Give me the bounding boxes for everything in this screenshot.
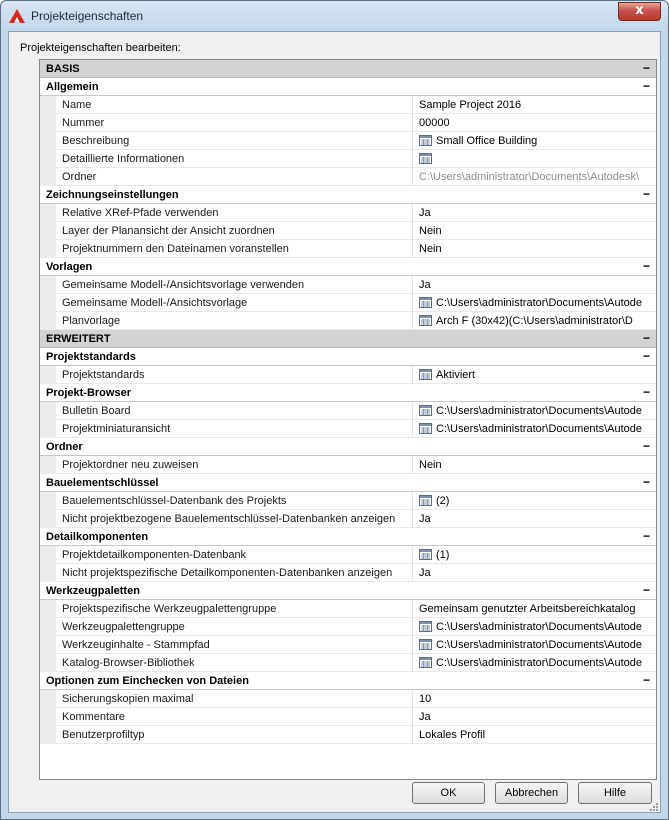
row-gutter (40, 402, 56, 420)
column-divider[interactable] (412, 726, 413, 744)
row-gutter (40, 168, 56, 186)
row-gutter (40, 150, 56, 168)
property-row[interactable] (40, 168, 656, 186)
row-gutter (40, 564, 56, 582)
column-divider[interactable] (412, 366, 413, 384)
property-row[interactable] (40, 366, 656, 384)
ellipsis-dialog-icon[interactable] (419, 369, 432, 380)
property-value[interactable]: Small Office Building (436, 135, 538, 147)
edit-prompt-label: Projekteigenschaften bearbeiten: (20, 42, 181, 54)
row-gutter (40, 654, 56, 672)
row-gutter (40, 690, 56, 708)
column-divider[interactable] (412, 690, 413, 708)
property-value[interactable]: (2) (436, 495, 450, 507)
property-row[interactable] (40, 618, 656, 636)
property-name: Kommentare (62, 711, 125, 723)
property-row[interactable] (40, 294, 656, 312)
property-row[interactable] (40, 510, 656, 528)
property-value[interactable]: Ja (419, 207, 431, 219)
property-value[interactable]: Lokales Profil (419, 729, 486, 741)
collapse-icon[interactable]: − (642, 475, 650, 489)
property-value[interactable]: Ja (419, 567, 431, 579)
property-value[interactable]: Aktiviert (436, 369, 476, 381)
column-divider[interactable] (412, 492, 413, 510)
collapse-icon[interactable]: − (642, 529, 650, 543)
group-row[interactable] (40, 528, 656, 546)
property-row[interactable] (40, 132, 656, 150)
property-value[interactable]: C:\Users\administrator\Documents\Autode (436, 405, 643, 417)
property-name: Werkzeuginhalte - Stammpfad (62, 639, 210, 651)
column-divider[interactable] (412, 402, 413, 420)
column-divider[interactable] (412, 618, 413, 636)
collapse-icon[interactable]: − (642, 439, 650, 453)
group-row[interactable] (40, 78, 656, 96)
column-divider[interactable] (412, 240, 413, 258)
ok-button[interactable]: OK (412, 782, 485, 804)
property-value[interactable]: 00000 (419, 117, 450, 129)
property-name: Name (62, 99, 92, 111)
group-label: Werkzeugpaletten (46, 585, 140, 597)
category-label: BASIS (46, 63, 80, 75)
ellipsis-dialog-icon[interactable] (419, 639, 432, 650)
group-label: Detailkomponenten (46, 531, 149, 543)
property-value[interactable]: C:\Users\administrator\Documents\Autode (436, 657, 643, 669)
property-row[interactable] (40, 492, 656, 510)
ellipsis-dialog-icon[interactable] (419, 495, 432, 506)
property-row[interactable] (40, 276, 656, 294)
column-divider[interactable] (412, 150, 413, 168)
property-row[interactable] (40, 240, 656, 258)
group-label: Bauelementschlüssel (46, 477, 159, 489)
property-row[interactable] (40, 546, 656, 564)
property-name: Projektstandards (62, 369, 145, 381)
property-row[interactable] (40, 114, 656, 132)
row-gutter (40, 312, 56, 330)
property-value[interactable]: Nein (419, 459, 442, 471)
row-gutter (40, 204, 56, 222)
group-row[interactable] (40, 474, 656, 492)
group-label: Projekt-Browser (46, 387, 131, 399)
collapse-icon[interactable]: − (642, 61, 650, 75)
row-gutter (40, 132, 56, 150)
row-gutter (40, 492, 56, 510)
column-divider[interactable] (412, 312, 413, 330)
group-label: Ordner (46, 441, 83, 453)
column-divider[interactable] (412, 132, 413, 150)
group-label: Vorlagen (46, 261, 93, 273)
property-value[interactable]: Arch F (30x42)(C:\Users\administrator\D (436, 315, 633, 327)
property-name: Bulletin Board (62, 405, 131, 417)
ellipsis-dialog-icon[interactable] (419, 315, 432, 326)
resize-grip-icon[interactable] (649, 802, 659, 812)
group-row[interactable] (40, 186, 656, 204)
row-gutter (40, 420, 56, 438)
property-row[interactable] (40, 204, 656, 222)
column-divider[interactable] (412, 708, 413, 726)
property-row[interactable] (40, 456, 656, 474)
property-row[interactable] (40, 312, 656, 330)
row-gutter (40, 276, 56, 294)
row-gutter (40, 114, 56, 132)
property-value[interactable]: Gemeinsam genutzter Arbeitsbereichkatalog (419, 603, 636, 615)
column-divider[interactable] (412, 294, 413, 312)
property-value[interactable]: 10 (419, 693, 432, 705)
property-name: Sicherungskopien maximal (62, 693, 194, 705)
row-gutter (40, 96, 56, 114)
column-divider[interactable] (412, 510, 413, 528)
column-divider[interactable] (412, 222, 413, 240)
property-name: Werkzeugpalettengruppe (62, 621, 185, 633)
property-name: Relative XRef-Pfade verwenden (62, 207, 219, 219)
property-name: Detaillierte Informationen (62, 153, 185, 165)
property-row[interactable] (40, 690, 656, 708)
property-name: Planvorlage (62, 315, 121, 327)
property-value[interactable]: Nein (419, 225, 442, 237)
property-name: Projektminiaturansicht (62, 423, 171, 435)
collapse-icon[interactable]: − (642, 673, 650, 687)
ellipsis-dialog-icon[interactable] (419, 621, 432, 632)
group-row[interactable] (40, 384, 656, 402)
property-name: Bauelementschlüssel-Datenbank des Projekts (62, 495, 287, 507)
collapse-icon[interactable]: − (642, 259, 650, 273)
property-value[interactable]: (1) (436, 549, 450, 561)
column-divider[interactable] (412, 420, 413, 438)
group-label: Allgemein (46, 81, 99, 93)
ellipsis-dialog-icon[interactable] (419, 297, 432, 308)
collapse-icon[interactable]: − (642, 349, 650, 363)
row-gutter (40, 366, 56, 384)
ellipsis-dialog-icon[interactable] (419, 405, 432, 416)
property-row[interactable] (40, 222, 656, 240)
ellipsis-dialog-icon[interactable] (419, 657, 432, 668)
property-name: Beschreibung (62, 135, 130, 147)
row-gutter (40, 726, 56, 744)
property-row[interactable] (40, 564, 656, 582)
column-divider[interactable] (412, 96, 413, 114)
property-value[interactable]: Ja (419, 279, 431, 291)
row-gutter (40, 546, 56, 564)
property-row[interactable] (40, 708, 656, 726)
autocad-app-icon (9, 9, 25, 23)
property-row[interactable] (40, 726, 656, 744)
column-divider[interactable] (412, 546, 413, 564)
group-label: Zeichnungseinstellungen (46, 189, 179, 201)
property-grid[interactable] (39, 59, 657, 780)
help-button[interactable]: Hilfe (578, 782, 652, 804)
column-divider[interactable] (412, 204, 413, 222)
property-row[interactable] (40, 420, 656, 438)
property-value[interactable]: C:\Users\administrator\Documents\Autode (436, 423, 643, 435)
row-gutter (40, 636, 56, 654)
collapse-icon[interactable]: − (642, 583, 650, 597)
group-label: Optionen zum Einchecken von Dateien (46, 675, 249, 687)
group-row[interactable] (40, 582, 656, 600)
column-divider[interactable] (412, 564, 413, 582)
category-row[interactable] (40, 330, 656, 348)
close-button[interactable] (618, 2, 661, 21)
row-gutter (40, 708, 56, 726)
property-name: Projektnummern den Dateinamen voranstellen (62, 243, 289, 255)
column-divider[interactable] (412, 600, 413, 618)
row-gutter (40, 510, 56, 528)
property-row[interactable] (40, 654, 656, 672)
column-divider[interactable] (412, 456, 413, 474)
column-divider[interactable] (412, 636, 413, 654)
ellipsis-dialog-icon[interactable] (419, 549, 432, 560)
property-name: Projektspezifische Werkzeugpalettengruppe (62, 603, 277, 615)
property-row[interactable] (40, 600, 656, 618)
group-row[interactable] (40, 348, 656, 366)
property-value[interactable]: Ja (419, 513, 431, 525)
collapse-icon[interactable]: − (642, 79, 650, 93)
property-name: Projektordner neu zuweisen (62, 459, 199, 471)
category-row[interactable] (40, 60, 656, 78)
ellipsis-dialog-icon[interactable] (419, 153, 432, 164)
property-value[interactable]: C:\Users\administrator\Documents\Autode (436, 639, 643, 651)
property-value[interactable]: Nein (419, 243, 442, 255)
group-row[interactable] (40, 672, 656, 690)
collapse-icon[interactable]: − (642, 187, 650, 201)
window-title: Projekteigenschaften (31, 9, 144, 23)
property-name: Gemeinsame Modell-/Ansichtsvorlage verwenden (62, 279, 305, 291)
property-name: Nicht projektbezogene Bauelementschlüssel-Datenbanken anzeigen (62, 513, 396, 525)
group-row[interactable] (40, 438, 656, 456)
property-row[interactable] (40, 150, 656, 168)
row-gutter (40, 456, 56, 474)
column-divider[interactable] (412, 168, 413, 186)
dialog-client-area (8, 31, 661, 813)
property-name: Ordner (62, 171, 97, 183)
property-name: Katalog-Browser-Bibliothek (62, 657, 195, 669)
row-gutter (40, 240, 56, 258)
category-label: ERWEITERT (46, 333, 111, 345)
row-gutter (40, 222, 56, 240)
group-label: Projektstandards (46, 351, 136, 363)
property-value[interactable]: Sample Project 2016 (419, 99, 522, 111)
collapse-icon[interactable]: − (642, 385, 650, 399)
property-name: Projektdetailkomponenten-Datenbank (62, 549, 247, 561)
close-icon: x (635, 3, 644, 18)
collapse-icon[interactable]: − (642, 331, 650, 345)
column-divider[interactable] (412, 654, 413, 672)
property-name: Nummer (62, 117, 105, 129)
property-value[interactable]: C:\Users\administrator\Documents\Autode (436, 621, 643, 633)
property-name: Layer der Planansicht der Ansicht zuordnen (62, 225, 275, 237)
row-gutter (40, 294, 56, 312)
property-value[interactable]: C:\Users\administrator\Documents\Autode (436, 297, 643, 309)
cancel-button[interactable]: Abbrechen (495, 782, 568, 804)
title-bar[interactable] (1, 1, 668, 31)
property-row[interactable] (40, 96, 656, 114)
row-gutter (40, 618, 56, 636)
property-name: Benutzerprofiltyp (62, 729, 145, 741)
row-gutter (40, 600, 56, 618)
property-row[interactable] (40, 402, 656, 420)
group-row[interactable] (40, 258, 656, 276)
property-value[interactable]: Ja (419, 711, 431, 723)
property-row[interactable] (40, 636, 656, 654)
ellipsis-dialog-icon[interactable] (419, 135, 432, 146)
ellipsis-dialog-icon[interactable] (419, 423, 432, 434)
column-divider[interactable] (412, 114, 413, 132)
property-name: Nicht projektspezifische Detailkomponenten-Datenbanken anzeigen (62, 567, 393, 579)
property-value[interactable]: C:\Users\administrator\Documents\Autodesk\ (419, 171, 640, 183)
property-name: Gemeinsame Modell-/Ansichtsvorlage (62, 297, 248, 309)
column-divider[interactable] (412, 276, 413, 294)
